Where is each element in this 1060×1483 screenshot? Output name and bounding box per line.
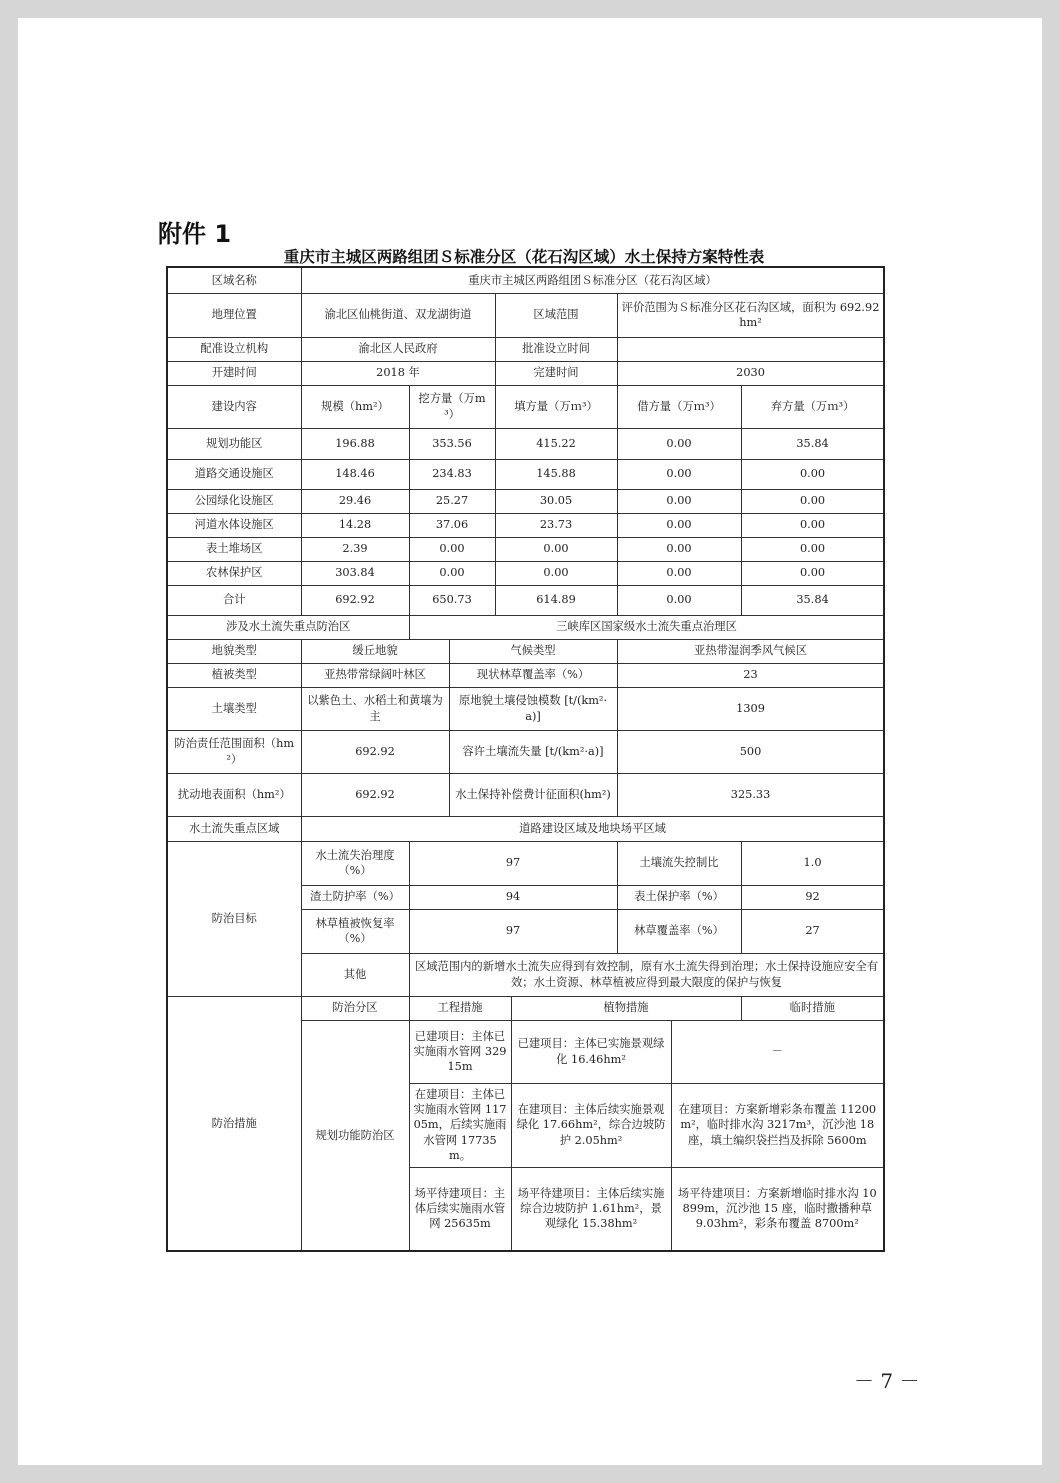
row-scale: 14.28 bbox=[301, 513, 409, 537]
comp-fee-value: 325.33 bbox=[617, 773, 884, 816]
row-borrow: 0.00 bbox=[617, 537, 741, 561]
col-cut-header: 挖方量（万m³） bbox=[409, 385, 495, 428]
target-other-value: 区域范围内的新增水土流失应得到有效控制，原有水土流失得到治理；水土保持设施应安全有效；水土资源、林草植被应得到最大限度的保护与恢复 bbox=[409, 953, 884, 996]
org-label: 配准设立机构 bbox=[167, 337, 301, 361]
key-area-label: 水土流失重点区域 bbox=[167, 816, 301, 841]
target-topsoil-label: 表土保护率（%） bbox=[617, 885, 741, 909]
region-name-value: 重庆市主城区两路组团Ｓ标准分区（花石沟区域） bbox=[301, 267, 884, 293]
key-area-value: 道路建设区域及地块场平区域 bbox=[301, 816, 884, 841]
measure-temp-cell: 场平待建项目：方案新增临时排水沟 10899m，沉沙池 15 座，临时撒播种草 9.03hm²，彩条布覆盖 8700m² bbox=[671, 1167, 884, 1251]
erosion-label: 原地貌土壤侵蚀模数 [t/(km²·a)] bbox=[449, 687, 617, 730]
row-borrow: 0.00 bbox=[617, 561, 741, 585]
coverage-value: 23 bbox=[617, 663, 884, 687]
target-slag-value: 94 bbox=[409, 885, 617, 909]
measure-temp-cell: － bbox=[671, 1020, 884, 1083]
vegetation-label: 植被类型 bbox=[167, 663, 301, 687]
row-cut: 353.56 bbox=[409, 428, 495, 459]
row-cut: 0.00 bbox=[409, 537, 495, 561]
allow-loss-label: 容许土壤流失量 [t/(km²·a)] bbox=[449, 730, 617, 773]
row-waste: 35.84 bbox=[741, 585, 884, 615]
row-fill: 0.00 bbox=[495, 537, 617, 561]
row-scale: 148.46 bbox=[301, 459, 409, 489]
target-control-label: 水土流失治理度（%） bbox=[301, 841, 409, 885]
row-borrow: 0.00 bbox=[617, 428, 741, 459]
location-label: 地理位置 bbox=[167, 293, 301, 337]
target-restore-value: 97 bbox=[409, 909, 617, 953]
row-name: 规划功能区 bbox=[167, 428, 301, 459]
measure-zone: 规划功能防治区 bbox=[301, 1020, 409, 1251]
measure-header-row bbox=[167, 996, 884, 1020]
start-row bbox=[167, 361, 884, 385]
col-waste-header: 弃方量（万ｍ³） bbox=[741, 385, 884, 428]
row-scale: 29.46 bbox=[301, 489, 409, 513]
row-borrow: 0.00 bbox=[617, 489, 741, 513]
soil-label: 土壤类型 bbox=[167, 687, 301, 730]
measure-plant-cell: 场平待建项目：主体后续实施综合边坡防护 1.61hm²，景观绿化 15.38hm² bbox=[511, 1167, 671, 1251]
row-fill: 0.00 bbox=[495, 561, 617, 585]
row-fill: 23.73 bbox=[495, 513, 617, 537]
key-area-row bbox=[167, 816, 884, 841]
row-cut: 0.00 bbox=[409, 561, 495, 585]
scope-value: 评价范围为Ｓ标准分区花石沟区域，面积为 692.92hm² bbox=[617, 293, 884, 337]
row-name: 道路交通设施区 bbox=[167, 459, 301, 489]
start-label: 开建时间 bbox=[167, 361, 301, 385]
disturb-label: 扰动地表面积（hm²） bbox=[167, 773, 301, 816]
row-waste: 0.00 bbox=[741, 489, 884, 513]
finish-value: 2030 bbox=[617, 361, 884, 385]
row-scale: 196.88 bbox=[301, 428, 409, 459]
row-waste: 0.00 bbox=[741, 513, 884, 537]
vegetation-value: 亚热带常绿阔叶林区 bbox=[301, 663, 449, 687]
start-value: 2018 年 bbox=[301, 361, 495, 385]
row-waste: 0.00 bbox=[741, 537, 884, 561]
disturb-value: 692.92 bbox=[301, 773, 449, 816]
col-scale-header: 规模（hm²） bbox=[301, 385, 409, 428]
row-name: 公园绿化设施区 bbox=[167, 489, 301, 513]
vegetation-row bbox=[167, 663, 884, 687]
row-waste: 35.84 bbox=[741, 428, 884, 459]
col-fill-header: 填方量（万ｍ³） bbox=[495, 385, 617, 428]
document-title: 重庆市主城区两路组团Ｓ标准分区（花石沟区域）水土保持方案特性表 bbox=[283, 248, 765, 266]
landform-row bbox=[167, 639, 884, 663]
measure-eng-header: 工程措施 bbox=[409, 996, 511, 1020]
row-borrow: 0.00 bbox=[617, 513, 741, 537]
table-row bbox=[167, 513, 884, 537]
measure-plant-cell: 在建项目：主体后续实施景观绿化 17.66hm²，综合边坡防护 2.05hm² bbox=[511, 1083, 671, 1167]
target-ratio-value: 1.0 bbox=[741, 841, 884, 885]
target-label: 防治目标 bbox=[167, 841, 301, 996]
target-slag-label: 渣土防护率（%） bbox=[301, 885, 409, 909]
key-zone-label: 涉及水土流失重点防治区 bbox=[167, 615, 409, 639]
soil-row bbox=[167, 687, 884, 730]
target-cover-value: 27 bbox=[741, 909, 884, 953]
measure-eng-cell: 场平待建项目：主体后续实施雨水管网 25635m bbox=[409, 1167, 511, 1251]
page-number: － 7 － bbox=[854, 1369, 920, 1393]
resp-area-row bbox=[167, 730, 884, 773]
measure-plant-cell: 已建项目：主体已实施景观绿化 16.46hm² bbox=[511, 1020, 671, 1083]
row-name: 农林保护区 bbox=[167, 561, 301, 585]
content-label: 建设内容 bbox=[167, 385, 301, 428]
location-row bbox=[167, 293, 884, 337]
row-borrow: 0.00 bbox=[617, 585, 741, 615]
row-name: 河道水体设施区 bbox=[167, 513, 301, 537]
table-row bbox=[167, 428, 884, 459]
row-scale: 692.92 bbox=[301, 585, 409, 615]
row-cut: 37.06 bbox=[409, 513, 495, 537]
document-page bbox=[18, 18, 1042, 1465]
erosion-value: 1309 bbox=[617, 687, 884, 730]
finish-label: 完建时间 bbox=[495, 361, 617, 385]
measure-temp-cell: 在建项目：方案新增彩条布覆盖 11200m²，临时排水沟 3217m³，沉沙池 18 座，填土编织袋拦挡及拆除 5600m bbox=[671, 1083, 884, 1167]
landform-value: 缓丘地貌 bbox=[301, 639, 449, 663]
target-ratio-label: 土壤流失控制比 bbox=[617, 841, 741, 885]
table-row bbox=[167, 489, 884, 513]
row-cut: 234.83 bbox=[409, 459, 495, 489]
row-cut: 25.27 bbox=[409, 489, 495, 513]
comp-fee-label: 水土保持补偿费计征面积(hm²) bbox=[449, 773, 617, 816]
table-row bbox=[167, 459, 884, 489]
table-row bbox=[167, 537, 884, 561]
landform-label: 地貌类型 bbox=[167, 639, 301, 663]
key-zone-value: 三峡库区国家级水土流失重点治理区 bbox=[409, 615, 884, 639]
row-fill: 145.88 bbox=[495, 459, 617, 489]
row-name: 合计 bbox=[167, 585, 301, 615]
region-name-label: 区域名称 bbox=[167, 267, 301, 293]
org-row bbox=[167, 337, 884, 361]
soil-value: 以紫色土、水稻土和黄壤为主 bbox=[301, 687, 449, 730]
measure-temp-header: 临时措施 bbox=[741, 996, 884, 1020]
row-scale: 2.39 bbox=[301, 537, 409, 561]
allow-loss-value: 500 bbox=[617, 730, 884, 773]
measure-plant-header: 植物措施 bbox=[511, 996, 741, 1020]
measure-label: 防治措施 bbox=[167, 996, 301, 1251]
attachment-label: 附件 1 bbox=[158, 220, 232, 248]
region-name-row bbox=[167, 267, 884, 293]
characteristics-table bbox=[166, 266, 885, 1252]
disturb-row bbox=[167, 773, 884, 816]
row-fill: 614.89 bbox=[495, 585, 617, 615]
climate-value: 亚热带湿润季风气候区 bbox=[617, 639, 884, 663]
row-cut: 650.73 bbox=[409, 585, 495, 615]
scope-label: 区域范围 bbox=[495, 293, 617, 337]
target-row bbox=[167, 841, 884, 885]
measure-eng-cell: 已建项目：主体已实施雨水管网 32915m bbox=[409, 1020, 511, 1083]
org-value: 渝北区人民政府 bbox=[301, 337, 495, 361]
resp-area-value: 692.92 bbox=[301, 730, 449, 773]
target-other-label: 其他 bbox=[301, 953, 409, 996]
resp-area-label: 防治责任范围面积（hm²） bbox=[167, 730, 301, 773]
measure-eng-cell: 在建项目：主体已实施雨水管网 11705m，后续实施雨水管网 17735m。 bbox=[409, 1083, 511, 1167]
table-row bbox=[167, 561, 884, 585]
row-fill: 30.05 bbox=[495, 489, 617, 513]
row-fill: 415.22 bbox=[495, 428, 617, 459]
row-borrow: 0.00 bbox=[617, 459, 741, 489]
col-borrow-header: 借方量（万ｍ³） bbox=[617, 385, 741, 428]
row-waste: 0.00 bbox=[741, 459, 884, 489]
row-waste: 0.00 bbox=[741, 561, 884, 585]
approve-time-value bbox=[617, 337, 884, 361]
climate-label: 气候类型 bbox=[449, 639, 617, 663]
target-control-value: 97 bbox=[409, 841, 617, 885]
row-name: 表土堆场区 bbox=[167, 537, 301, 561]
approve-time-label: 批准设立时间 bbox=[495, 337, 617, 361]
row-scale: 303.84 bbox=[301, 561, 409, 585]
content-header-row bbox=[167, 385, 884, 428]
location-value: 渝北区仙桃街道、双龙湖街道 bbox=[301, 293, 495, 337]
coverage-label: 现状林草覆盖率（%） bbox=[449, 663, 617, 687]
target-restore-label: 林草植被恢复率（%） bbox=[301, 909, 409, 953]
measure-zone-header: 防治分区 bbox=[301, 996, 409, 1020]
target-cover-label: 林草覆盖率（%） bbox=[617, 909, 741, 953]
total-row bbox=[167, 585, 884, 615]
key-zone-row bbox=[167, 615, 884, 639]
target-topsoil-value: 92 bbox=[741, 885, 884, 909]
